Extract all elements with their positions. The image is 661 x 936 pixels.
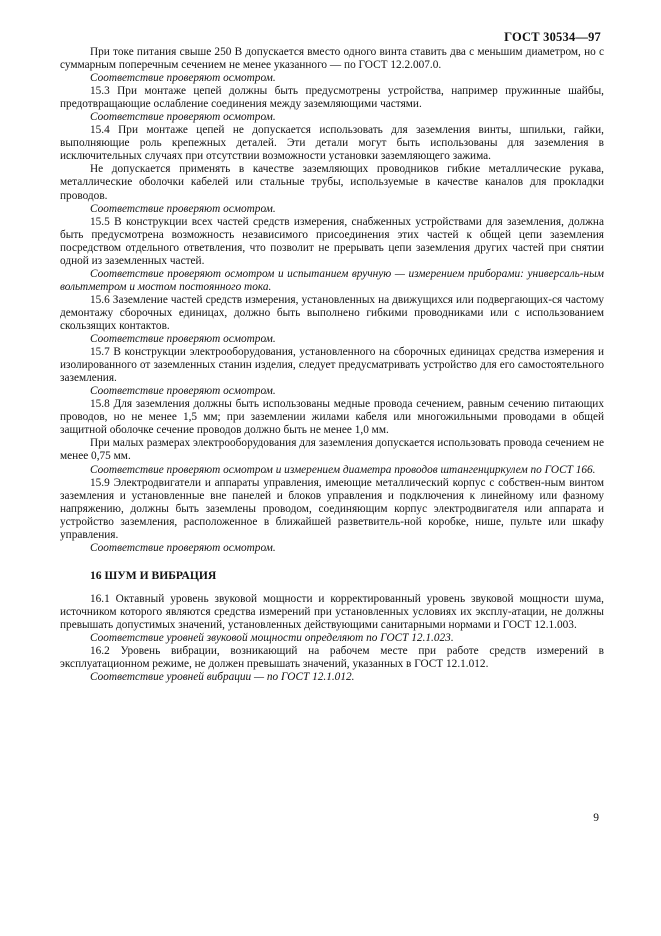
- compliance-note: Соответствие проверяют осмотром.: [90, 72, 276, 85]
- page-number: 9: [593, 812, 599, 824]
- spacer: [60, 583, 604, 593]
- paragraph: 15.8 Для заземления должны быть использованы медные провода сечением, равным сечению питающих проводов, но не менее 1,5 мм; при заземлении жилами кабеля или многожильными проводами в общей защитной оболочке сечение проводов должно быть не менее 1,0 мм.: [60, 398, 604, 437]
- paragraph: 15.6 Заземление частей средств измерения, установленных на движущихся или подвергающих-ся частому демонтажу сборочных единицах, должно быть выполнено гибкими проводниками или с использованием скользящих контактов.: [60, 293, 604, 332]
- paragraph: 15.7 В конструкции электрооборудования, установленного на сборочных единицах средства измерения и изолированного от заземленных станин изделия, следует предусматривать устройство для его самостоятельного заземления.: [60, 346, 604, 385]
- section-heading: 16 ШУМ И ВИБРАЦИЯ: [90, 568, 217, 582]
- paragraph: При малых размерах электрооборудования для заземления допускается использовать провода сечением не менее 0,75 мм.: [60, 437, 604, 463]
- paragraph: При токе питания свыше 250 В допускается вместо одного винта ставить два с меньшим диаметром, но с суммарным поперечным сечением не менее указанного — по ГОСТ 12.2.007.0.: [60, 46, 604, 72]
- paragraph: 16.1 Октавный уровень звуковой мощности и корректированный уровень звуковой мощности шума, источником которого являются средства измерений при установленных условиях их эксплу-атации, не должны превышать допустимых значений, установленных действующими санитарными нормами и ГОСТ 12.1.003.: [60, 592, 604, 631]
- compliance-note: Соответствие проверяют осмотром.: [90, 111, 276, 124]
- compliance-note: Соответствие уровней вибрации — по ГОСТ 12.1.012.: [90, 671, 355, 684]
- document-header: ГОСТ 30534—97: [504, 30, 601, 44]
- paragraph: 16.2 Уровень вибрации, возникающий на рабочем месте при работе средств измерений в эксплуатационном режиме, не должен превышать значений, указанных в ГОСТ 12.1.012.: [60, 645, 604, 671]
- paragraph: 15.9 Электродвигатели и аппараты управления, имеющие металлический корпус с собствен-ным винтом заземления и установленные вне панелей и блоков управления и подключения к линейному или фазному напряжению, должны быть заземлены проводом, соединяющим корпус электродвигателя или аппарата и устройство заземления, расположенное в ближайшей разветвитель-ной коробке, нише, пульте или шкафу управления.: [60, 476, 604, 541]
- compliance-note: Соответствие уровней звуковой мощности определяют по ГОСТ 12.1.023.: [90, 631, 454, 644]
- compliance-note: Соответствие проверяют осмотром.: [90, 202, 276, 215]
- paragraph: 15.5 В конструкции всех частей средств измерения, снабженных устройствами для заземления, должна быть предусмотрена возможность независимого присоединения этих частей к общей цепи заземления посредством отдельного ответвления, что позволит не прерывать цепи заземления других частей при снятии одной из заземленных частей.: [60, 215, 604, 267]
- compliance-note: Соответствие проверяют осмотром и испытанием вручную — измерением приборами: универсаль-ным вольтметром и мостом постоянного тока.: [60, 267, 604, 293]
- compliance-note: Соответствие проверяют осмотром.: [90, 385, 276, 398]
- paragraph: Не допускается применять в качестве заземляющих проводников гибкие металлические рукава, металлические оболочки кабелей или стальные трубы, используемые в качестве каналов для прокладки проводов.: [60, 163, 604, 202]
- compliance-note: Соответствие проверяют осмотром.: [90, 541, 276, 554]
- compliance-note: Соответствие проверяют осмотром и измерением диаметра проводов штангенциркулем по ГОСТ 166.: [90, 463, 596, 476]
- spacer: [60, 555, 604, 569]
- document-body: [60, 46, 604, 684]
- paragraph: 15.3 При монтаже цепей должны быть предусмотрены устройства, например пружинные шайбы, предотвращающие ослабление соединения между заземляющими частями.: [60, 85, 604, 111]
- compliance-note: Соответствие проверяют осмотром.: [90, 333, 276, 346]
- paragraph: 15.4 При монтаже цепей не допускается использовать для заземления винты, шпильки, гайки, выполняющие роль крепежных деталей. Эти детали могут быть использованы для заземления в исключительных случаях при отсутствии возможности установки заземляющего зажима.: [60, 124, 604, 163]
